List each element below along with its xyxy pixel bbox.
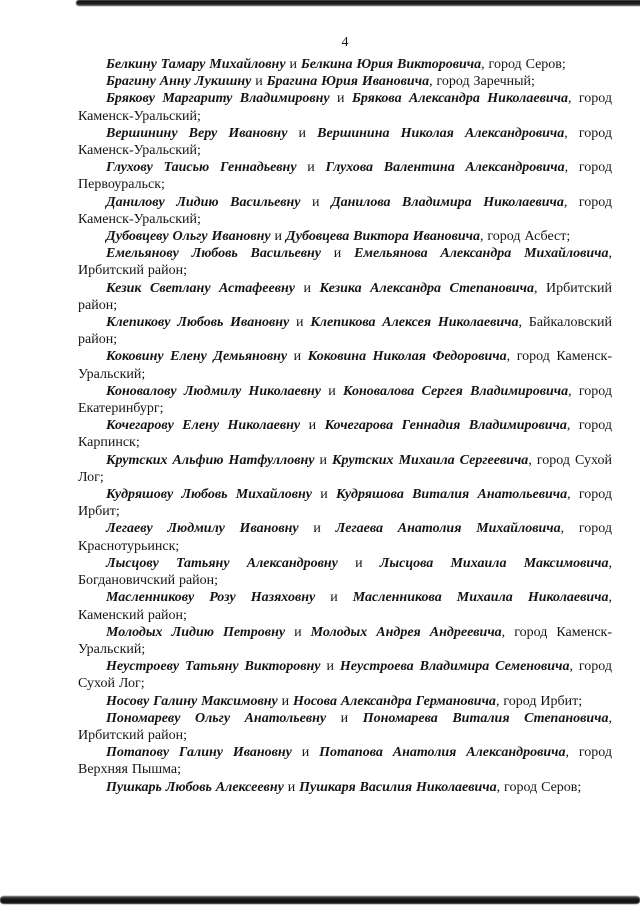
list-item bbox=[78, 658, 612, 692]
wife-name: Пономареву Ольгу Анатольевну bbox=[106, 710, 327, 726]
husband-name: Клепикова Алексея Николаевича bbox=[310, 315, 519, 331]
entry-location: , город Сухой Лог; bbox=[78, 452, 612, 485]
conjunction: и bbox=[315, 590, 353, 606]
entry-location: , Каменский район; bbox=[78, 590, 612, 623]
list-item bbox=[78, 56, 612, 73]
husband-name: Глухова Валентина Александровича bbox=[325, 160, 565, 176]
entry-location: , город Заречный; bbox=[429, 74, 535, 90]
list-item bbox=[78, 744, 612, 778]
wife-name: Данилову Лидию Васильевну bbox=[106, 194, 301, 210]
wife-name: Неустроеву Татьяну Викторовну bbox=[106, 659, 321, 675]
conjunction: и bbox=[329, 91, 352, 107]
conjunction: и bbox=[285, 624, 311, 640]
list-item bbox=[78, 779, 612, 796]
list-item bbox=[78, 417, 612, 451]
entry-location: , город Ирбит; bbox=[78, 487, 613, 520]
conjunction: и bbox=[291, 745, 320, 761]
wife-name: Легаеву Людмилу Ивановну bbox=[106, 521, 299, 537]
husband-name: Данилова Владимира Николаевича bbox=[331, 194, 564, 210]
entry-location: , Ирбитский район; bbox=[78, 246, 612, 279]
husband-name: Потапова Анатолия Александровича bbox=[319, 745, 566, 761]
list-item bbox=[78, 589, 612, 623]
entry-location: , Ирбитский район; bbox=[78, 710, 612, 743]
wife-name: Кочегарову Елену Николаевну bbox=[106, 418, 301, 434]
husband-name: Масленникова Михаила Николаевича bbox=[352, 590, 609, 606]
husband-name: Кудряшова Виталия Анатольевича bbox=[335, 487, 568, 503]
entry-location: , город Верхняя Пышма; bbox=[78, 745, 612, 778]
husband-name: Легаева Анатолия Михайловича bbox=[335, 521, 561, 537]
husband-name: Кезика Александра Степановича bbox=[319, 280, 534, 296]
wife-name: Кезик Светлану Астафеевну bbox=[106, 280, 295, 296]
conjunction: и bbox=[337, 555, 380, 571]
wife-name: Коковину Елену Демьяновну bbox=[106, 349, 288, 365]
entry-location: , город Асбест; bbox=[479, 229, 571, 245]
scan-artifact-bottom bbox=[0, 896, 640, 904]
entry-location: , город Каменск-Уральский; bbox=[78, 91, 612, 124]
entry-location: , город Первоуральск; bbox=[78, 160, 612, 193]
list-item bbox=[78, 520, 612, 554]
husband-name: Вершинина Николая Александровича bbox=[317, 125, 565, 141]
conjunction: и bbox=[285, 57, 301, 72]
list-item bbox=[78, 159, 612, 193]
wife-name: Клепикову Любовь Ивановну bbox=[106, 315, 290, 331]
entry-location: , город Серов; bbox=[496, 779, 582, 795]
conjunction: и bbox=[287, 125, 318, 141]
list-item bbox=[78, 624, 612, 658]
entry-location: , город Ирбит; bbox=[495, 693, 583, 709]
wife-name: Коновалову Людмилу Николаевну bbox=[106, 383, 321, 399]
entry-location: , город Каменск-Уральский; bbox=[78, 349, 613, 382]
entry-location: , город Каменск-Уральский; bbox=[78, 194, 613, 227]
list-item bbox=[78, 555, 612, 589]
conjunction: и bbox=[277, 693, 294, 709]
conjunction: и bbox=[294, 280, 320, 296]
wife-name: Брякову Маргариту Владимировну bbox=[106, 91, 330, 107]
conjunction: и bbox=[300, 418, 325, 434]
husband-name: Брагина Юрия Ивановича bbox=[266, 74, 430, 90]
wife-name: Белкину Тамару Михайловну bbox=[106, 57, 286, 72]
entry-location: , Ирбитский район; bbox=[78, 280, 612, 313]
list-item bbox=[78, 90, 612, 124]
wife-name: Крутских Альфию Натфулловну bbox=[106, 452, 315, 468]
list-item bbox=[78, 693, 612, 710]
entry-location: , город Карпинск; bbox=[78, 418, 612, 451]
entry-location: , город Краснотурьинск; bbox=[78, 521, 612, 554]
wife-name: Носову Галину Максимовну bbox=[106, 693, 278, 709]
conjunction: и bbox=[283, 779, 300, 795]
list-item bbox=[78, 280, 612, 314]
husband-name: Белкина Юрия Викторовича bbox=[300, 57, 482, 72]
husband-name: Носова Александра Германовича bbox=[293, 693, 496, 709]
husband-name: Пономарева Виталия Степановича bbox=[362, 710, 609, 726]
wife-name: Дубовцеву Ольгу Ивановну bbox=[106, 229, 271, 245]
page-number: 4 bbox=[341, 35, 349, 50]
husband-name: Молодых Андрея Андреевича bbox=[310, 624, 502, 640]
husband-name: Дубовцева Виктора Ивановича bbox=[285, 229, 480, 245]
wife-name: Лысцову Татьяну Александровну bbox=[106, 555, 338, 571]
conjunction: и bbox=[320, 246, 355, 262]
list-item bbox=[78, 710, 612, 744]
entry-location: , город Екатеринбург; bbox=[78, 383, 612, 417]
conjunction: и bbox=[312, 487, 336, 503]
husband-name: Емельянова Александра Михайловича bbox=[354, 246, 609, 262]
wife-name: Масленникову Розу Назяховну bbox=[106, 590, 316, 606]
list-item bbox=[78, 452, 612, 486]
conjunction: и bbox=[270, 229, 286, 245]
husband-name: Брякова Александра Николаевича bbox=[351, 91, 568, 107]
conjunction: и bbox=[287, 349, 308, 365]
list-item bbox=[78, 314, 612, 348]
conjunction: и bbox=[298, 521, 336, 537]
entries-list bbox=[78, 56, 612, 796]
entry-location: , город Серов; bbox=[481, 57, 566, 72]
list-item bbox=[78, 245, 612, 279]
husband-name: Кочегарова Геннадия Владимировича bbox=[324, 418, 567, 434]
conjunction: и bbox=[321, 383, 344, 399]
list-item bbox=[78, 486, 612, 520]
list-item bbox=[78, 383, 612, 417]
scan-artifact-top bbox=[76, 0, 640, 6]
conjunction: и bbox=[326, 710, 363, 726]
husband-name: Пушкаря Василия Николаевича bbox=[299, 779, 497, 795]
list-item bbox=[78, 125, 612, 159]
husband-name: Коковина Николая Федоровича bbox=[307, 349, 507, 365]
conjunction: и bbox=[289, 315, 311, 331]
list-item bbox=[78, 194, 612, 228]
entry-location: , город Каменск-Уральский; bbox=[78, 125, 612, 159]
husband-name: Лысцова Михаила Максимовича bbox=[379, 555, 609, 571]
wife-name: Кудряшову Любовь Михайловну bbox=[106, 487, 312, 503]
entry-location: , город Каменск-Уральский; bbox=[78, 624, 612, 657]
husband-name: Крутских Михаила Сергеевича bbox=[332, 452, 529, 468]
conjunction: и bbox=[296, 160, 326, 176]
list-item bbox=[78, 348, 612, 382]
husband-name: Неустроева Владимира Семеновича bbox=[339, 659, 570, 675]
list-item bbox=[78, 73, 612, 90]
list-item bbox=[78, 228, 612, 245]
entry-location: , Байкаловский район; bbox=[78, 315, 612, 348]
wife-name: Пушкарь Любовь Алексеевну bbox=[106, 779, 284, 795]
wife-name: Брагину Анну Лукишну bbox=[106, 74, 252, 90]
entry-location: , Богдановичский район; bbox=[78, 555, 612, 589]
conjunction: и bbox=[300, 194, 332, 210]
wife-name: Глухову Таисью Геннадьевну bbox=[106, 160, 297, 176]
husband-name: Коновалова Сергея Владимировича bbox=[343, 383, 569, 399]
wife-name: Емельянову Любовь Васильевну bbox=[106, 246, 321, 262]
wife-name: Вершинину Веру Ивановну bbox=[106, 125, 288, 141]
wife-name: Потапову Галину Ивановну bbox=[106, 745, 292, 761]
wife-name: Молодых Лидию Петровну bbox=[106, 624, 286, 640]
conjunction: и bbox=[314, 452, 333, 468]
conjunction: и bbox=[251, 74, 267, 90]
conjunction: и bbox=[320, 659, 340, 675]
entry-location: , город Сухой Лог; bbox=[78, 659, 613, 692]
